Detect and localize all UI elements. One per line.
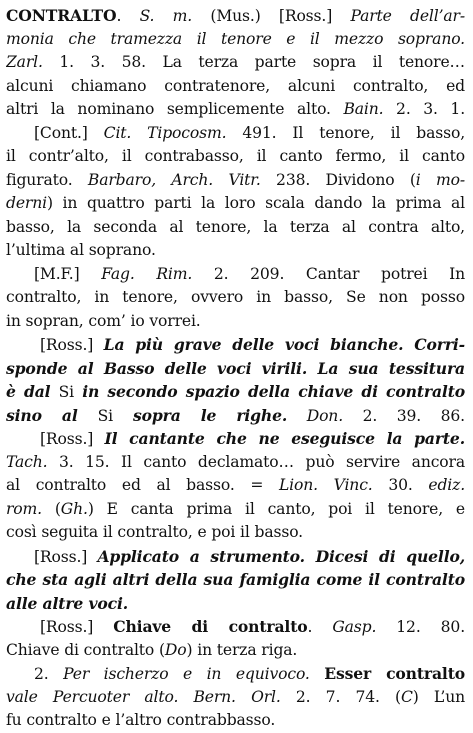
text-run: fu contralto e l’altro contrabbasso. xyxy=(6,711,276,729)
text-run: Tach. xyxy=(6,452,48,471)
entry-line xyxy=(6,4,465,28)
entry-line xyxy=(6,357,465,381)
text-run: 1. 3. 58. La terza parte sopra il tenore… xyxy=(42,53,465,71)
text-run: altri la nominano semplicemente alto. xyxy=(6,100,344,118)
entry-line xyxy=(6,474,465,498)
text-run: derni xyxy=(6,194,47,212)
text-run: 2. xyxy=(34,665,64,683)
text-run: alle altre voci. xyxy=(6,593,129,613)
text-run: La più grave delle voci bianche. Corri- xyxy=(103,335,465,354)
entry-line xyxy=(6,639,465,663)
text-run: Gh. xyxy=(60,499,88,518)
entry-line xyxy=(6,98,465,122)
text-run: vale Percuoter alto. Bern. Orl. xyxy=(6,687,281,706)
text-run: alcuni chiamano contratenore, alcuni contralto, ed xyxy=(6,76,465,95)
text-run: [Ross.] xyxy=(40,618,114,636)
entry-line xyxy=(6,686,465,710)
entry-line xyxy=(6,498,465,522)
text-run: è dal xyxy=(6,382,59,401)
text-run: Chiave di contralto xyxy=(113,617,308,636)
text-run: 491. Il tenore, il basso, xyxy=(226,123,465,142)
text-run: ediz. xyxy=(428,476,465,494)
entry-line xyxy=(6,239,465,263)
text-run: Bain. xyxy=(343,100,384,118)
entry-line xyxy=(6,263,465,287)
text-run: l’ultima al soprano. xyxy=(6,241,156,259)
text-run: Fag. Rim. xyxy=(101,264,193,283)
text-run: Zarl. xyxy=(6,53,43,71)
text-run: 12. 80. xyxy=(376,618,465,636)
text-run: [M.F.] xyxy=(34,264,102,283)
entry-line xyxy=(6,122,465,146)
text-run: 238. Dividono ( xyxy=(260,170,416,189)
text-run: rom. xyxy=(6,499,42,518)
text-run: ) in quattro parti la loro scala dando la prima al xyxy=(46,194,465,212)
text-run: Si xyxy=(58,383,75,401)
entry-line xyxy=(6,192,465,216)
entry-line xyxy=(6,75,465,99)
text-run: . xyxy=(116,7,140,25)
text-run: Per ischerzo e in equivoco. xyxy=(63,665,310,683)
text-run: ( xyxy=(42,499,61,518)
text-run: così seguita il contralto, e poi il basso. xyxy=(6,523,303,541)
text-run: 2. 3. 1. xyxy=(383,100,465,118)
entry-line xyxy=(6,568,465,592)
text-run: in sopran, com’ io vorrei. xyxy=(6,311,201,330)
text-run: C xyxy=(400,687,413,706)
text-run: [Ross.] xyxy=(40,430,105,448)
text-run: sopra le righe. xyxy=(113,405,288,425)
entry-line xyxy=(6,545,465,569)
entry-line xyxy=(6,169,465,193)
text-run: figurato. xyxy=(6,170,88,189)
text-run: Gasp. xyxy=(332,618,377,636)
text-run: (Mus.) [Ross.] xyxy=(192,7,351,25)
text-run xyxy=(310,665,325,683)
entry-line xyxy=(6,427,465,451)
text-run xyxy=(287,407,307,425)
entry-line xyxy=(6,310,465,334)
text-run: Chiave di contralto ( xyxy=(6,640,165,659)
entry-line xyxy=(6,51,465,75)
text-run: Do xyxy=(164,640,187,659)
text-run: [Ross.] xyxy=(40,336,104,354)
text-run: ) in terza riga. xyxy=(186,640,298,659)
entry-line xyxy=(6,615,465,639)
text-run: che sta agli altri della sua famiglia come il contralto xyxy=(6,570,465,589)
text-run: ) L’un xyxy=(412,687,465,706)
text-run: Barbaro, Arch. Vitr. xyxy=(87,170,261,189)
text-run: contralto, in tenore, ovvero in basso, Se non posso xyxy=(6,288,465,306)
entry-line xyxy=(6,28,465,52)
entry-line xyxy=(6,286,465,310)
text-run: Esser contralto xyxy=(324,664,465,683)
text-run: sino al xyxy=(6,405,98,425)
text-run: i mo- xyxy=(415,170,465,189)
entry-line xyxy=(6,709,465,733)
entry-line xyxy=(6,333,465,357)
text-run: 2. 209. Cantar potrei In xyxy=(192,264,465,283)
text-run: Applicato a strumento. Dicesi di quello, xyxy=(97,546,465,566)
text-run: sponde al Basso delle voci virili. La sua tessitura xyxy=(6,358,465,378)
text-run: CONTRALTO xyxy=(6,6,117,25)
text-run: Parte dell’ar- xyxy=(350,7,465,25)
entry-line xyxy=(6,521,465,545)
text-run: 3. 15. Il canto declamato… può servire ancora xyxy=(47,452,465,471)
text-run: Lion. Vinc. xyxy=(278,476,373,494)
text-run: 2. 7. 74. ( xyxy=(280,687,401,706)
entry-line xyxy=(6,380,465,404)
entry-line xyxy=(6,145,465,169)
text-run: in secondo spazio della chiave di contralto xyxy=(74,382,465,401)
text-run: basso, la seconda al tenore, la terza al contra alto, xyxy=(6,217,465,236)
entry-line xyxy=(6,451,465,475)
text-run: Cit. Tipocosm. xyxy=(103,123,227,142)
text-run: Don. xyxy=(306,406,344,425)
text-run: 2. 39. 86. xyxy=(343,406,465,425)
text-run: S. m. xyxy=(139,7,193,25)
text-run: [Ross.] xyxy=(34,547,98,566)
text-run: 30. xyxy=(372,476,429,494)
entry-line xyxy=(6,592,465,616)
text-run: [Cont.] xyxy=(34,123,104,142)
entry-line xyxy=(6,404,465,428)
text-run: Si xyxy=(97,406,114,425)
text-run: . xyxy=(307,618,333,636)
text-run: al contralto ed al basso. = xyxy=(6,476,279,494)
entry-line xyxy=(6,216,465,240)
text-run: ) E canta prima il canto, poi il tenore, e xyxy=(87,499,465,518)
text-run: Il cantante che ne eseguisce la parte. xyxy=(104,429,465,448)
entry-line xyxy=(6,662,465,686)
text-run: il contr’alto, il contrabasso, il canto fermo, il canto xyxy=(6,147,465,165)
text-run: monia che tramezza il tenore e il mezzo soprano. xyxy=(6,29,465,48)
